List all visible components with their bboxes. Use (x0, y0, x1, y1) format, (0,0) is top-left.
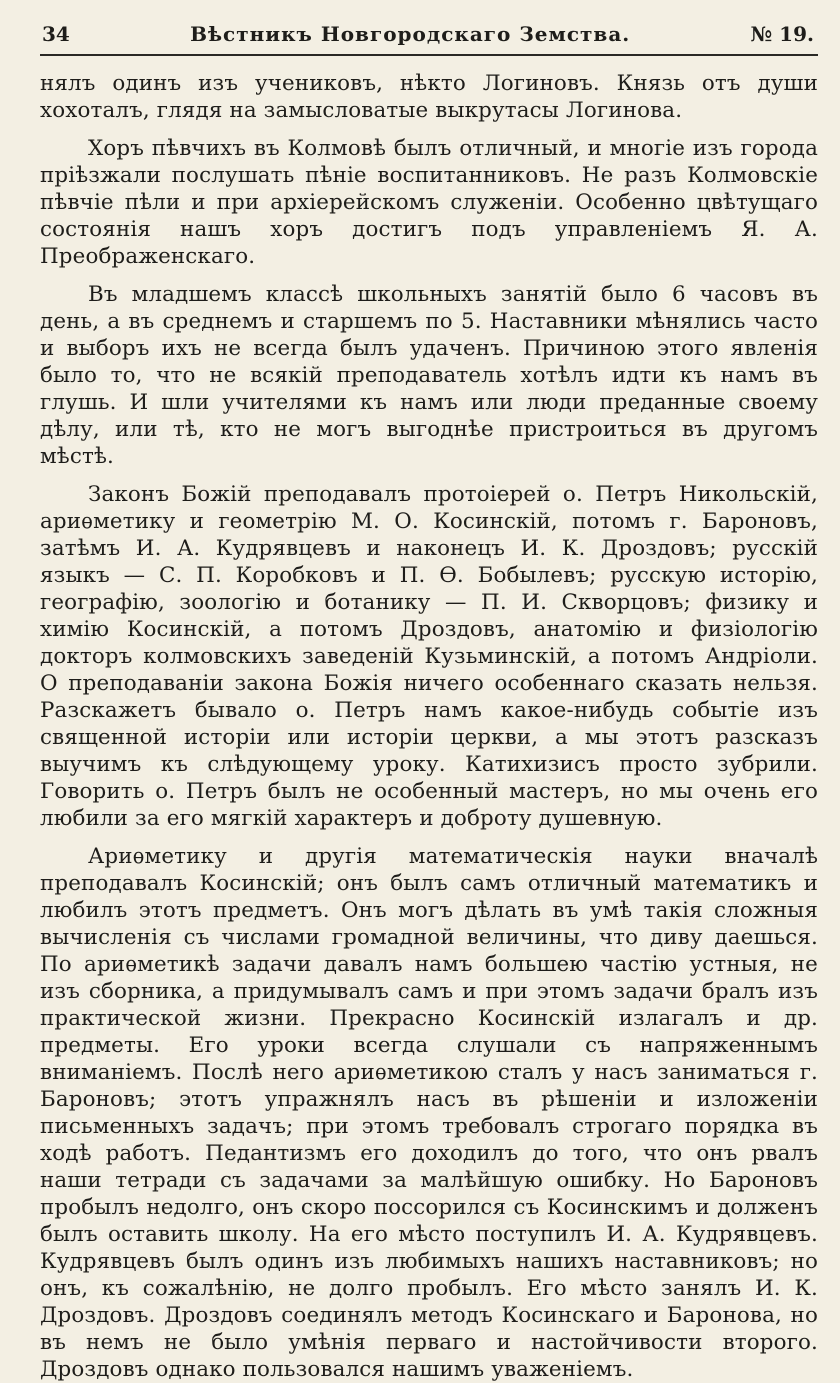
paragraph-choir: Хоръ пѣвчихъ въ Колмовѣ былъ отличный, и многіе изъ города пріѣзжали послушать пѣніе воспитанниковъ. Не разъ Колмовскіе пѣвчіе пѣли и при архіерейскомъ служеніи. Особенно цвѣтущаго состоянія нашъ хоръ достигъ подъ управленіемъ Я. А. Преображенскаго. (40, 136, 818, 269)
paragraph-classes: Въ младшемъ классѣ школьныхъ занятій было 6 часовъ въ день, а въ среднемъ и старшемъ по 5. Наставники мѣнялись часто и выборъ ихъ не всегда былъ удаченъ. Причиною этого явленія было то, что не всякій преподаватель хотѣлъ идти къ намъ въ глушь. И шли учителями къ намъ или люди преданные своему дѣлу, или тѣ, кто не могъ выгоднѣе пристроиться въ другомъ мѣстѣ. (40, 282, 818, 469)
paragraph-teachers: Законъ Божій преподавалъ протоіерей о. Петръ Никольскій, ариѳметику и геометрію М. О. Косинскій, потомъ г. Бароновъ, затѣмъ И. А. Кудрявцевъ и наконецъ И. К. Дроздовъ; русскій языкъ — С. П. Коробковъ и П. Ѳ. Бобылевъ; русскую исторію, географію, зоологію и ботанику — П. И. Скворцовъ; физику и химію Косинскій, а потомъ Дроздовъ, анатомію и физіологію докторъ колмовскихъ заведеній Кузьминскій, а потомъ Андріоли. О преподаваніи закона Божія ничего особеннаго сказать нельзя. Разскажетъ бывало о. Петръ намъ какое-нибудь событіе изъ священной исторіи или исторіи церкви, а мы этотъ разсказъ выучимъ къ слѣдующему уроку. Катихизисъ просто зубрили. Говорить о. Петръ былъ не особенный мастеръ, но мы очень его любили за его мягкій характеръ и доброту душевную. (40, 482, 818, 831)
issue-number: № 19. (750, 22, 814, 46)
journal-title: Вѣстникъ Новгородскаго Земства. (190, 22, 631, 46)
paragraph-continuation: нялъ одинъ изъ учениковъ, нѣкто Логиновъ. Князь отъ души хохоталъ, глядя на замысловатые выкрутасы Логинова. (40, 71, 818, 123)
article-body (40, 70, 818, 1383)
paragraph-arithmetic: Ариѳметику и другія математическія науки вначалѣ преподавалъ Косинскій; онъ былъ самъ отличный математикъ и любилъ этотъ предметъ. Онъ могъ дѣлать въ умѣ такія сложныя вычисленія съ числами громадной величины, что диву даешься. По ариѳметикѣ задачи давалъ намъ большею частію устныя, не изъ сборника, а придумывалъ самъ и при этомъ задачи бралъ изъ практической жизни. Прекрасно Косинскій излагалъ и др. предметы. Его уроки всегда слушали съ напряженнымъ вниманіемъ. Послѣ него ариѳметикою сталъ у насъ заниматься г. Бароновъ; этотъ упражнялъ насъ въ рѣшеніи и изложеніи письменныхъ задачъ; при этомъ требовалъ строгаго порядка въ ходѣ работъ. Педантизмъ его доходилъ до того, что онъ рвалъ наши тетради съ задачами за малѣйшую ошибку. Но Бароновъ пробылъ недолго, онъ скоро поссорился съ Косинскимъ и долженъ былъ оставить школу. На его мѣсто поступилъ И. А. Кудрявцевъ. Кудрявцевъ былъ одинъ изъ любимыхъ нашихъ наставниковъ; но онъ, къ сожалѣнію, не долго пробылъ. Его мѣсто занялъ И. К. Дроздовъ. Дроздовъ соединялъ методъ Косинскаго и Баронова, но въ немъ не было умѣнія перваго и настойчивости второго. Дроздовъ однако пользовался нашимъ уваженіемъ. (40, 844, 818, 1382)
page-number: 34 (42, 22, 70, 46)
running-header (40, 22, 818, 56)
